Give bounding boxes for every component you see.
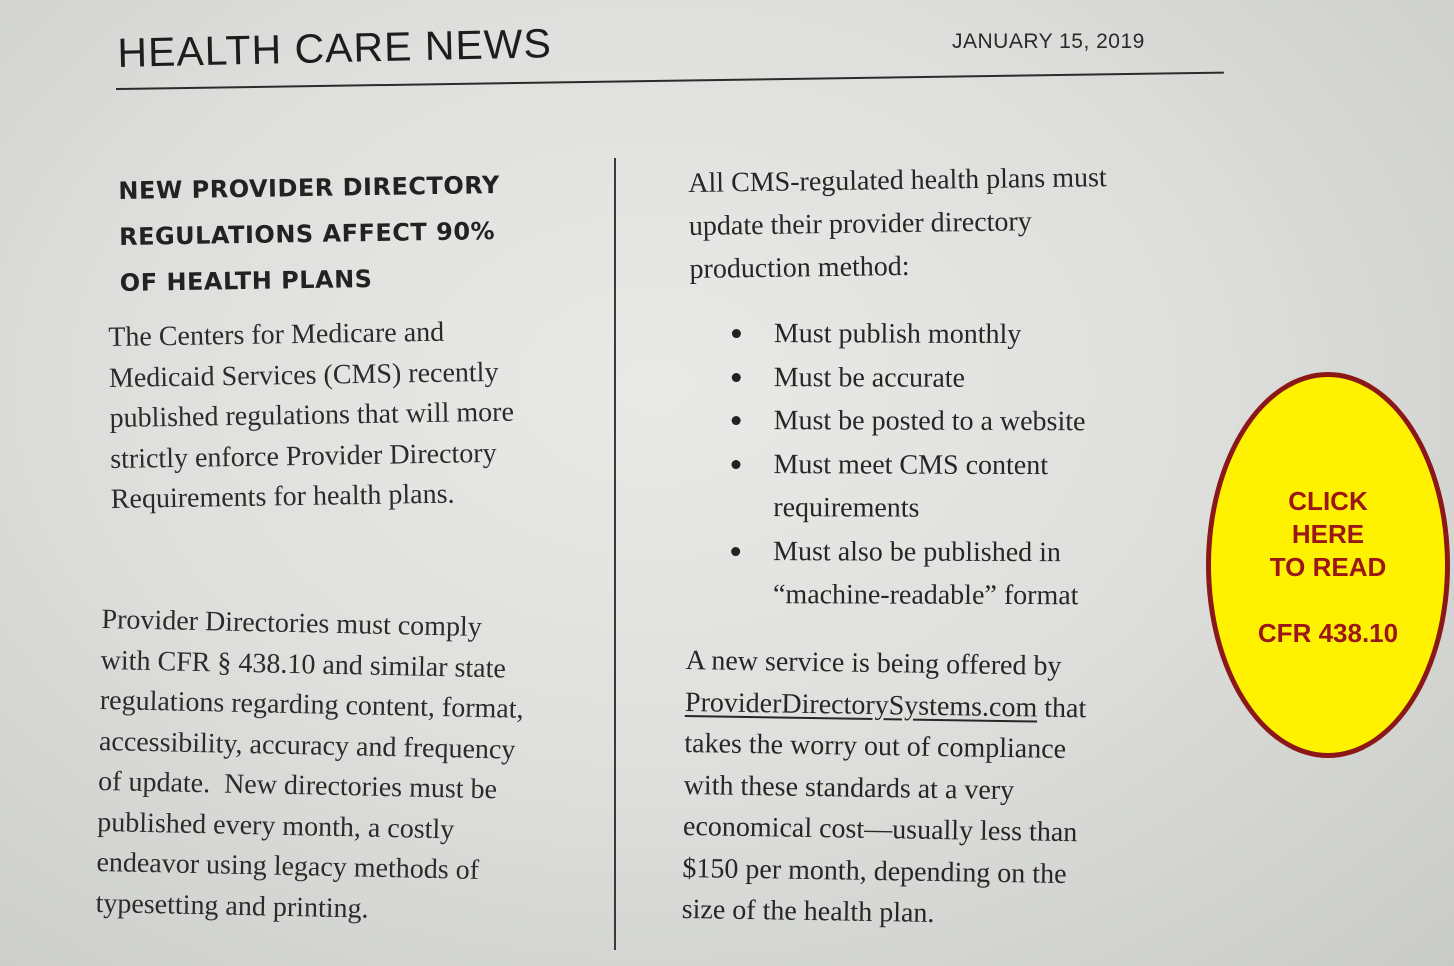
requirements-list xyxy=(727,312,1188,618)
lead-paragraph xyxy=(688,154,1230,291)
text-line: takes the worry out of compliance xyxy=(684,727,1067,765)
bullet-icon xyxy=(732,416,741,425)
callout-line: TO READ xyxy=(1269,552,1387,582)
text-line: Must be posted to a website xyxy=(773,405,1086,438)
callout-line: HERE xyxy=(1291,519,1365,549)
callout-line: CLICK xyxy=(1288,486,1368,516)
click-to-read-cfr-button[interactable] xyxy=(1206,372,1450,758)
text-line: $150 per month, depending on the xyxy=(682,852,1067,890)
link-suffix: that xyxy=(1037,692,1087,724)
text-line: production method: xyxy=(689,250,910,285)
service-paragraph xyxy=(681,640,1205,939)
text-line: strictly enforce Provider Directory xyxy=(109,437,497,475)
text-line: economical cost—usually less than xyxy=(682,810,1078,849)
text-line: endeavor using legacy methods of xyxy=(96,846,480,886)
text-line: Must meet CMS content xyxy=(773,448,1049,481)
text-line: published every month, a costly xyxy=(97,806,455,845)
bullet-icon xyxy=(731,460,740,469)
text-line: Must publish monthly xyxy=(773,318,1022,351)
text-line: published regulations that will more xyxy=(109,396,515,434)
provider-directory-systems-link[interactable]: ProviderDirectorySystems.com xyxy=(684,686,1038,724)
list-item xyxy=(727,442,1187,531)
masthead-rule xyxy=(116,72,1224,90)
text-line: regulations regarding content, format, xyxy=(99,684,524,725)
detail-paragraph xyxy=(95,600,602,934)
headline-line: NEW PROVIDER DIRECTORY xyxy=(118,171,500,205)
bullet-icon xyxy=(731,547,740,556)
headline-line: REGULATIONS AFFECT 90% xyxy=(118,217,496,251)
text-line: Must also be published in xyxy=(773,535,1061,568)
masthead-title: HEALTH CARE NEWS xyxy=(116,20,553,77)
text-line: A new service is being offered by xyxy=(685,644,1062,682)
text-line: size of the health plan. xyxy=(681,893,935,929)
text-line: of update. New directories must be xyxy=(97,765,498,806)
masthead-date: JANUARY 15, 2019 xyxy=(952,30,1145,53)
text-line: update their provider directory xyxy=(688,206,1032,242)
text-line: with these standards at a very xyxy=(683,769,1015,806)
list-item xyxy=(727,529,1187,618)
bullet-icon xyxy=(732,373,741,382)
list-item xyxy=(728,312,1188,357)
text-line: Provider Directories must comply xyxy=(101,603,483,643)
text-line: accessibility, accuracy and frequency xyxy=(98,725,516,766)
callout-text xyxy=(1211,485,1445,650)
bullet-icon xyxy=(732,329,741,338)
text-line: with CFR § 438.10 and similar state xyxy=(100,644,507,684)
text-line: requirements xyxy=(773,492,920,524)
text-line: Requirements for health plans. xyxy=(110,478,455,515)
article-headline xyxy=(118,161,580,306)
text-line: Medicaid Services (CMS) recently xyxy=(108,356,499,394)
text-line: All CMS-regulated health plans must xyxy=(688,162,1107,199)
text-line: “machine-readable” format xyxy=(772,579,1079,612)
callout-code: CFR 438.10 xyxy=(1257,618,1399,648)
text-line: The Centers for Medicare and xyxy=(108,316,445,353)
column-divider xyxy=(614,158,616,950)
headline-line: OF HEALTH PLANS xyxy=(119,265,373,297)
list-item xyxy=(728,399,1188,444)
text-line: Must be accurate xyxy=(773,361,966,394)
list-item xyxy=(728,355,1188,400)
text-line: typesetting and printing. xyxy=(95,887,369,925)
intro-paragraph xyxy=(108,310,601,520)
